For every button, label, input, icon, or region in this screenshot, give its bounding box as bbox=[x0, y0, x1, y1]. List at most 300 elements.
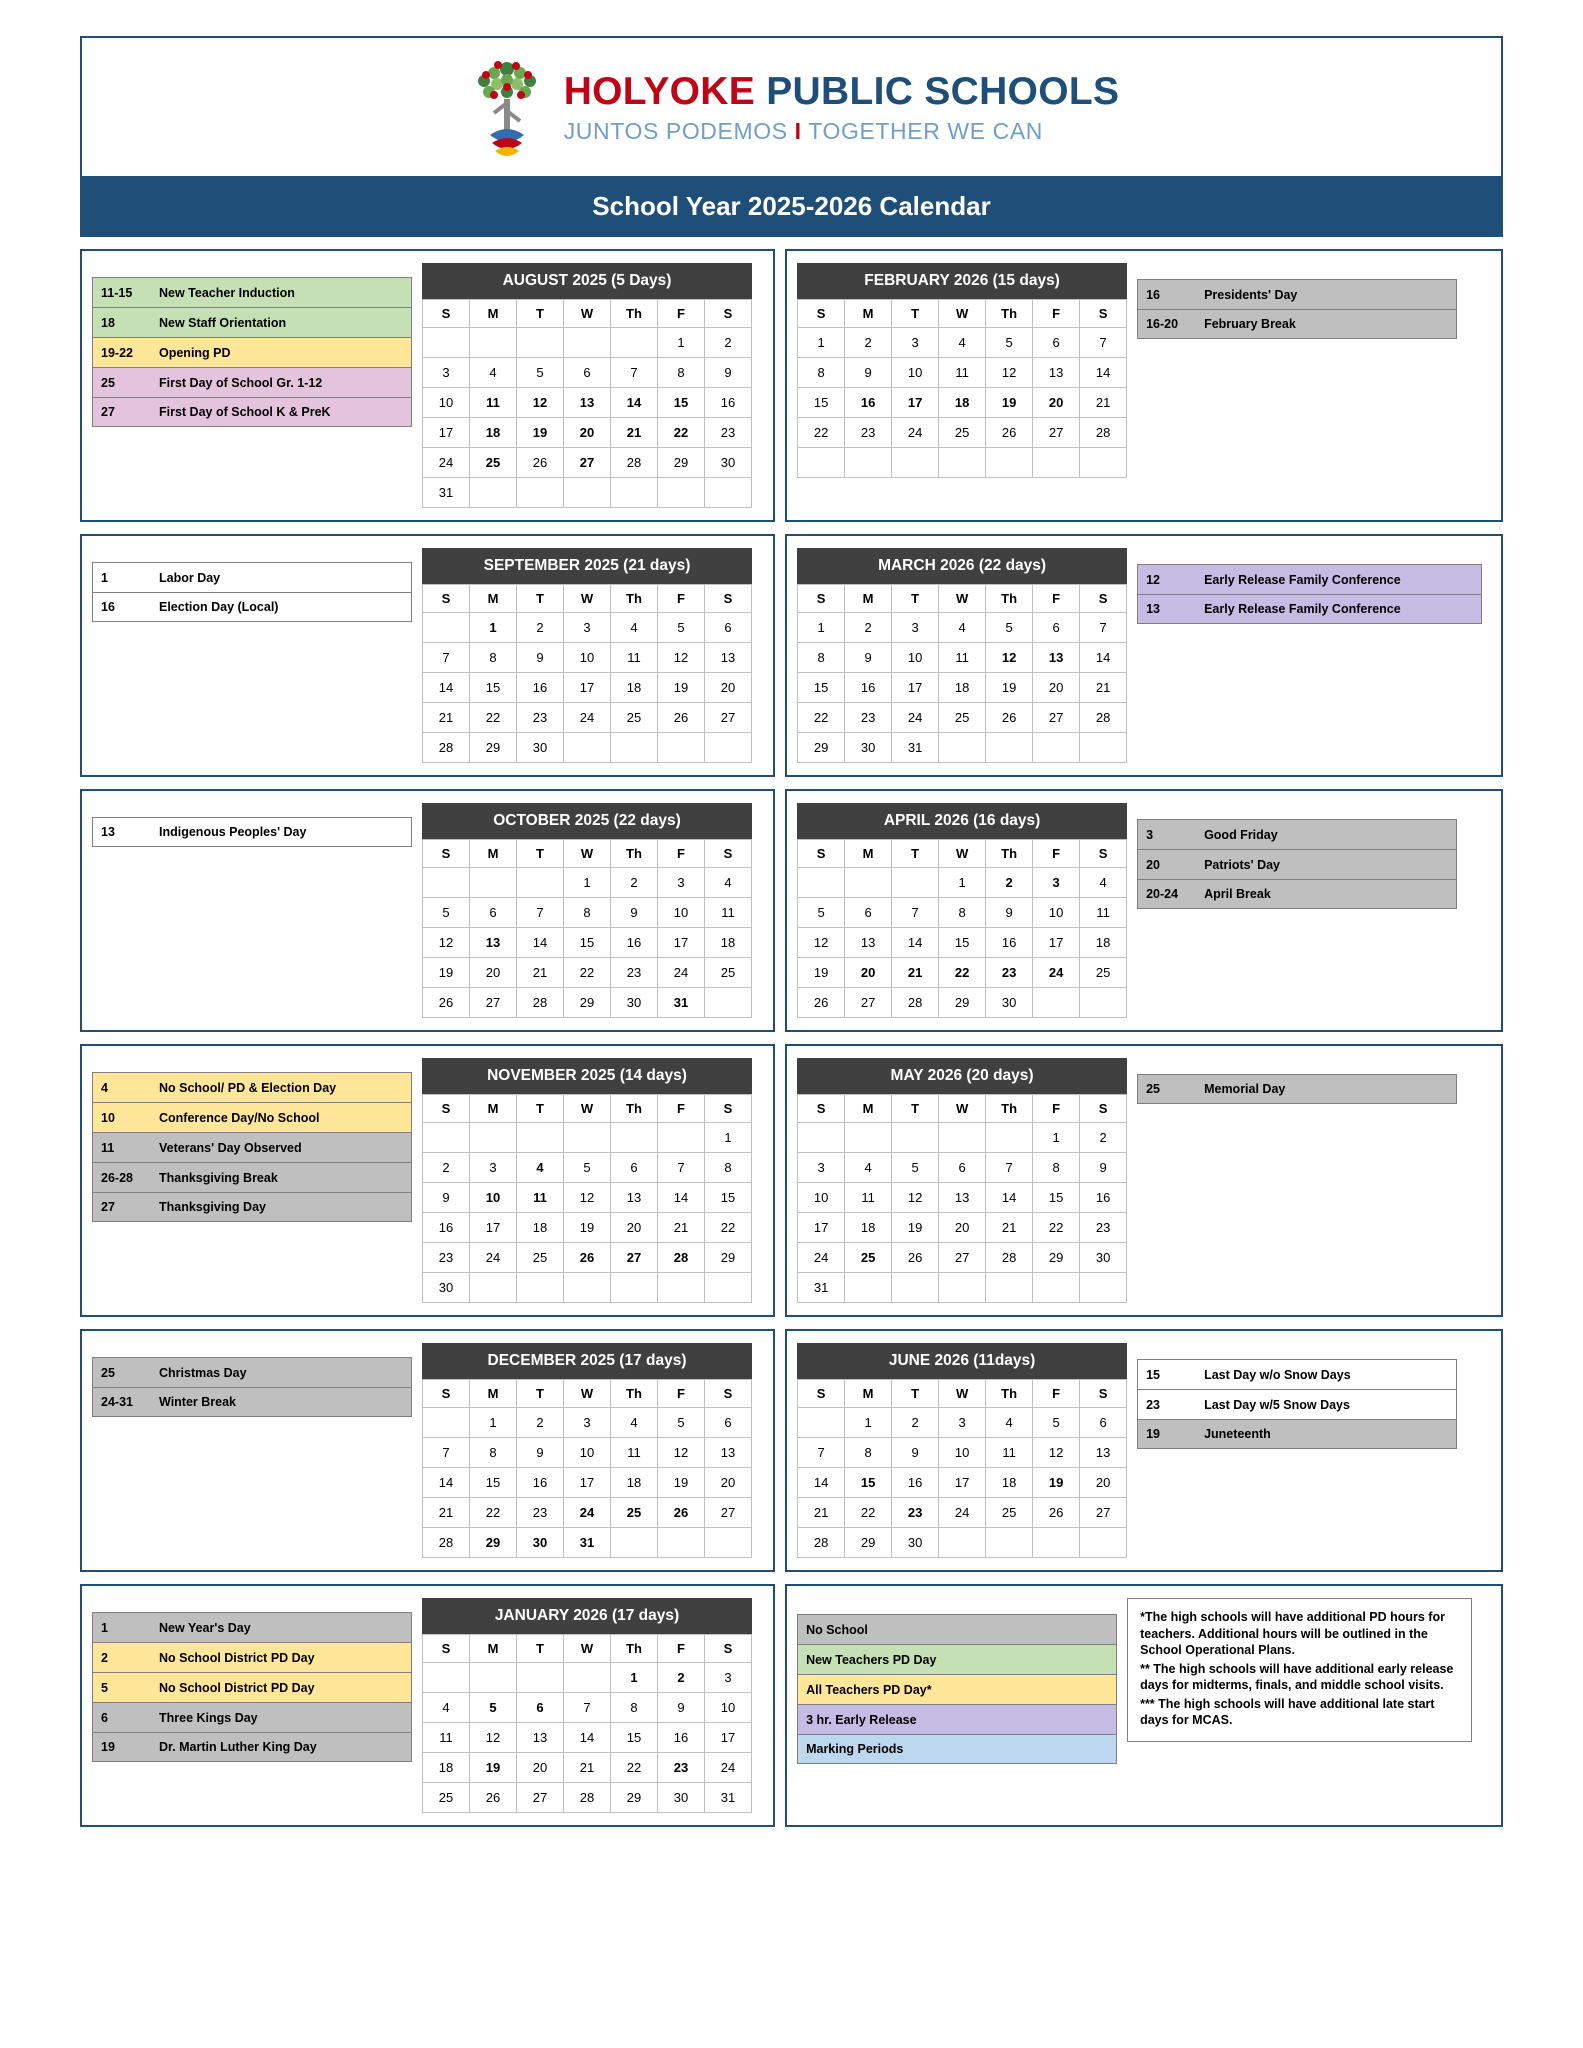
day-cell[interactable]: 11 bbox=[423, 1723, 470, 1753]
day-cell[interactable]: 20 bbox=[611, 1213, 658, 1243]
day-cell[interactable]: 4 bbox=[611, 1408, 658, 1438]
day-cell[interactable]: 29 bbox=[939, 988, 986, 1018]
day-cell[interactable]: 25 bbox=[705, 958, 752, 988]
day-cell[interactable]: 3 bbox=[892, 613, 939, 643]
day-cell[interactable]: 7 bbox=[517, 898, 564, 928]
day-cell[interactable]: 25 bbox=[1080, 958, 1127, 988]
day-cell[interactable]: 29 bbox=[658, 448, 705, 478]
day-cell[interactable]: 4 bbox=[517, 1153, 564, 1183]
day-cell[interactable]: 16 bbox=[986, 928, 1033, 958]
day-cell[interactable]: 12 bbox=[986, 643, 1033, 673]
day-cell[interactable]: 21 bbox=[1080, 388, 1127, 418]
day-cell[interactable]: 8 bbox=[470, 1438, 517, 1468]
day-cell[interactable]: 14 bbox=[1080, 358, 1127, 388]
day-cell[interactable]: 25 bbox=[611, 703, 658, 733]
day-cell[interactable]: 24 bbox=[470, 1243, 517, 1273]
day-cell[interactable]: 27 bbox=[564, 448, 611, 478]
day-cell[interactable]: 21 bbox=[611, 418, 658, 448]
day-cell[interactable]: 5 bbox=[658, 1408, 705, 1438]
day-cell[interactable]: 12 bbox=[1033, 1438, 1080, 1468]
day-cell[interactable]: 23 bbox=[517, 1498, 564, 1528]
day-cell[interactable]: 23 bbox=[517, 703, 564, 733]
day-cell[interactable]: 5 bbox=[470, 1693, 517, 1723]
day-cell[interactable]: 6 bbox=[705, 1408, 752, 1438]
day-cell[interactable]: 13 bbox=[1080, 1438, 1127, 1468]
day-cell[interactable]: 11 bbox=[611, 643, 658, 673]
day-cell[interactable]: 5 bbox=[658, 613, 705, 643]
day-cell[interactable]: 9 bbox=[845, 358, 892, 388]
day-cell[interactable]: 24 bbox=[705, 1753, 752, 1783]
day-cell[interactable]: 2 bbox=[423, 1153, 470, 1183]
day-cell[interactable]: 19 bbox=[892, 1213, 939, 1243]
day-cell[interactable]: 16 bbox=[892, 1468, 939, 1498]
day-cell[interactable]: 28 bbox=[611, 448, 658, 478]
day-cell[interactable]: 30 bbox=[423, 1273, 470, 1303]
day-cell[interactable]: 13 bbox=[517, 1723, 564, 1753]
day-cell[interactable]: 31 bbox=[705, 1783, 752, 1813]
day-cell[interactable]: 21 bbox=[1080, 673, 1127, 703]
day-cell[interactable]: 28 bbox=[423, 1528, 470, 1558]
day-cell[interactable]: 2 bbox=[658, 1663, 705, 1693]
day-cell[interactable]: 26 bbox=[798, 988, 845, 1018]
day-cell[interactable]: 17 bbox=[564, 673, 611, 703]
day-cell[interactable]: 3 bbox=[423, 358, 470, 388]
day-cell[interactable]: 29 bbox=[470, 733, 517, 763]
day-cell[interactable]: 30 bbox=[986, 988, 1033, 1018]
day-cell[interactable]: 25 bbox=[470, 448, 517, 478]
day-cell[interactable]: 16 bbox=[845, 673, 892, 703]
day-cell[interactable]: 7 bbox=[658, 1153, 705, 1183]
day-cell[interactable]: 25 bbox=[611, 1498, 658, 1528]
day-cell[interactable]: 16 bbox=[611, 928, 658, 958]
day-cell[interactable]: 2 bbox=[845, 613, 892, 643]
day-cell[interactable]: 9 bbox=[517, 643, 564, 673]
day-cell[interactable]: 11 bbox=[611, 1438, 658, 1468]
day-cell[interactable]: 26 bbox=[564, 1243, 611, 1273]
day-cell[interactable]: 30 bbox=[611, 988, 658, 1018]
day-cell[interactable]: 14 bbox=[564, 1723, 611, 1753]
day-cell[interactable]: 19 bbox=[798, 958, 845, 988]
day-cell[interactable]: 5 bbox=[986, 613, 1033, 643]
day-cell[interactable]: 14 bbox=[423, 1468, 470, 1498]
day-cell[interactable]: 5 bbox=[798, 898, 845, 928]
day-cell[interactable]: 3 bbox=[564, 613, 611, 643]
day-cell[interactable]: 11 bbox=[986, 1438, 1033, 1468]
day-cell[interactable]: 22 bbox=[470, 703, 517, 733]
day-cell[interactable]: 7 bbox=[1080, 328, 1127, 358]
day-cell[interactable]: 18 bbox=[939, 388, 986, 418]
day-cell[interactable]: 31 bbox=[798, 1273, 845, 1303]
day-cell[interactable]: 24 bbox=[658, 958, 705, 988]
day-cell[interactable]: 8 bbox=[470, 643, 517, 673]
day-cell[interactable]: 20 bbox=[845, 958, 892, 988]
day-cell[interactable]: 23 bbox=[845, 418, 892, 448]
day-cell[interactable]: 3 bbox=[470, 1153, 517, 1183]
day-cell[interactable]: 14 bbox=[423, 673, 470, 703]
day-cell[interactable]: 1 bbox=[1033, 1123, 1080, 1153]
day-cell[interactable]: 12 bbox=[658, 1438, 705, 1468]
day-cell[interactable]: 7 bbox=[423, 643, 470, 673]
day-cell[interactable]: 31 bbox=[564, 1528, 611, 1558]
day-cell[interactable]: 2 bbox=[517, 1408, 564, 1438]
day-cell[interactable]: 30 bbox=[517, 1528, 564, 1558]
day-cell[interactable]: 6 bbox=[939, 1153, 986, 1183]
day-cell[interactable]: 28 bbox=[892, 988, 939, 1018]
day-cell[interactable]: 10 bbox=[1033, 898, 1080, 928]
day-cell[interactable]: 2 bbox=[517, 613, 564, 643]
day-cell[interactable]: 11 bbox=[939, 358, 986, 388]
day-cell[interactable]: 11 bbox=[470, 388, 517, 418]
day-cell[interactable]: 18 bbox=[705, 928, 752, 958]
day-cell[interactable]: 2 bbox=[845, 328, 892, 358]
day-cell[interactable]: 16 bbox=[423, 1213, 470, 1243]
day-cell[interactable]: 26 bbox=[517, 448, 564, 478]
day-cell[interactable]: 4 bbox=[470, 358, 517, 388]
day-cell[interactable]: 26 bbox=[658, 703, 705, 733]
day-cell[interactable]: 29 bbox=[564, 988, 611, 1018]
day-cell[interactable]: 2 bbox=[892, 1408, 939, 1438]
day-cell[interactable]: 9 bbox=[517, 1438, 564, 1468]
day-cell[interactable]: 13 bbox=[470, 928, 517, 958]
day-cell[interactable]: 21 bbox=[423, 703, 470, 733]
day-cell[interactable]: 13 bbox=[611, 1183, 658, 1213]
day-cell[interactable]: 9 bbox=[1080, 1153, 1127, 1183]
day-cell[interactable]: 28 bbox=[1080, 418, 1127, 448]
day-cell[interactable]: 19 bbox=[470, 1753, 517, 1783]
day-cell[interactable]: 7 bbox=[1080, 613, 1127, 643]
day-cell[interactable]: 19 bbox=[564, 1213, 611, 1243]
day-cell[interactable]: 5 bbox=[564, 1153, 611, 1183]
day-cell[interactable]: 27 bbox=[470, 988, 517, 1018]
day-cell[interactable]: 3 bbox=[798, 1153, 845, 1183]
day-cell[interactable]: 10 bbox=[564, 1438, 611, 1468]
day-cell[interactable]: 17 bbox=[705, 1723, 752, 1753]
day-cell[interactable]: 22 bbox=[470, 1498, 517, 1528]
day-cell[interactable]: 26 bbox=[423, 988, 470, 1018]
day-cell[interactable]: 15 bbox=[798, 388, 845, 418]
day-cell[interactable]: 5 bbox=[986, 328, 1033, 358]
day-cell[interactable]: 20 bbox=[705, 673, 752, 703]
day-cell[interactable]: 14 bbox=[1080, 643, 1127, 673]
day-cell[interactable]: 18 bbox=[611, 1468, 658, 1498]
day-cell[interactable]: 3 bbox=[939, 1408, 986, 1438]
day-cell[interactable]: 12 bbox=[517, 388, 564, 418]
day-cell[interactable]: 28 bbox=[564, 1783, 611, 1813]
day-cell[interactable]: 14 bbox=[658, 1183, 705, 1213]
day-cell[interactable]: 23 bbox=[986, 958, 1033, 988]
day-cell[interactable]: 13 bbox=[939, 1183, 986, 1213]
day-cell[interactable]: 15 bbox=[611, 1723, 658, 1753]
day-cell[interactable]: 9 bbox=[423, 1183, 470, 1213]
day-cell[interactable]: 4 bbox=[939, 613, 986, 643]
day-cell[interactable]: 3 bbox=[564, 1408, 611, 1438]
day-cell[interactable]: 21 bbox=[892, 958, 939, 988]
day-cell[interactable]: 6 bbox=[1080, 1408, 1127, 1438]
day-cell[interactable]: 9 bbox=[845, 643, 892, 673]
day-cell[interactable]: 29 bbox=[1033, 1243, 1080, 1273]
day-cell[interactable]: 6 bbox=[845, 898, 892, 928]
day-cell[interactable]: 18 bbox=[939, 673, 986, 703]
day-cell[interactable]: 11 bbox=[845, 1183, 892, 1213]
day-cell[interactable]: 25 bbox=[939, 703, 986, 733]
day-cell[interactable]: 13 bbox=[845, 928, 892, 958]
day-cell[interactable]: 10 bbox=[423, 388, 470, 418]
day-cell[interactable]: 1 bbox=[705, 1123, 752, 1153]
day-cell[interactable]: 6 bbox=[1033, 613, 1080, 643]
day-cell[interactable]: 20 bbox=[939, 1213, 986, 1243]
day-cell[interactable]: 6 bbox=[564, 358, 611, 388]
day-cell[interactable]: 22 bbox=[1033, 1213, 1080, 1243]
day-cell[interactable]: 28 bbox=[986, 1243, 1033, 1273]
day-cell[interactable]: 27 bbox=[517, 1783, 564, 1813]
day-cell[interactable]: 6 bbox=[1033, 328, 1080, 358]
day-cell[interactable]: 15 bbox=[564, 928, 611, 958]
day-cell[interactable]: 22 bbox=[658, 418, 705, 448]
day-cell[interactable]: 27 bbox=[705, 703, 752, 733]
day-cell[interactable]: 8 bbox=[611, 1693, 658, 1723]
day-cell[interactable]: 8 bbox=[658, 358, 705, 388]
day-cell[interactable]: 10 bbox=[892, 358, 939, 388]
day-cell[interactable]: 16 bbox=[1080, 1183, 1127, 1213]
day-cell[interactable]: 12 bbox=[798, 928, 845, 958]
day-cell[interactable]: 10 bbox=[564, 643, 611, 673]
day-cell[interactable]: 23 bbox=[892, 1498, 939, 1528]
day-cell[interactable]: 24 bbox=[798, 1243, 845, 1273]
day-cell[interactable]: 20 bbox=[517, 1753, 564, 1783]
day-cell[interactable]: 11 bbox=[705, 898, 752, 928]
day-cell[interactable]: 3 bbox=[658, 868, 705, 898]
day-cell[interactable]: 17 bbox=[939, 1468, 986, 1498]
day-cell[interactable]: 17 bbox=[658, 928, 705, 958]
day-cell[interactable]: 23 bbox=[423, 1243, 470, 1273]
day-cell[interactable]: 24 bbox=[939, 1498, 986, 1528]
day-cell[interactable]: 23 bbox=[611, 958, 658, 988]
day-cell[interactable]: 14 bbox=[611, 388, 658, 418]
day-cell[interactable]: 7 bbox=[423, 1438, 470, 1468]
day-cell[interactable]: 17 bbox=[892, 673, 939, 703]
day-cell[interactable]: 4 bbox=[986, 1408, 1033, 1438]
day-cell[interactable]: 22 bbox=[798, 418, 845, 448]
day-cell[interactable]: 21 bbox=[798, 1498, 845, 1528]
day-cell[interactable]: 22 bbox=[845, 1498, 892, 1528]
day-cell[interactable]: 19 bbox=[1033, 1468, 1080, 1498]
day-cell[interactable]: 23 bbox=[845, 703, 892, 733]
day-cell[interactable]: 24 bbox=[1033, 958, 1080, 988]
day-cell[interactable]: 1 bbox=[564, 868, 611, 898]
day-cell[interactable]: 23 bbox=[658, 1753, 705, 1783]
day-cell[interactable]: 10 bbox=[705, 1693, 752, 1723]
day-cell[interactable]: 16 bbox=[517, 673, 564, 703]
day-cell[interactable]: 15 bbox=[470, 1468, 517, 1498]
day-cell[interactable]: 19 bbox=[986, 388, 1033, 418]
day-cell[interactable]: 25 bbox=[517, 1243, 564, 1273]
day-cell[interactable]: 29 bbox=[798, 733, 845, 763]
day-cell[interactable]: 5 bbox=[1033, 1408, 1080, 1438]
day-cell[interactable]: 6 bbox=[705, 613, 752, 643]
day-cell[interactable]: 11 bbox=[517, 1183, 564, 1213]
day-cell[interactable]: 5 bbox=[892, 1153, 939, 1183]
day-cell[interactable]: 15 bbox=[658, 388, 705, 418]
day-cell[interactable]: 4 bbox=[939, 328, 986, 358]
day-cell[interactable]: 19 bbox=[517, 418, 564, 448]
day-cell[interactable]: 3 bbox=[892, 328, 939, 358]
day-cell[interactable]: 10 bbox=[798, 1183, 845, 1213]
day-cell[interactable]: 6 bbox=[611, 1153, 658, 1183]
day-cell[interactable]: 16 bbox=[705, 388, 752, 418]
day-cell[interactable]: 17 bbox=[423, 418, 470, 448]
day-cell[interactable]: 1 bbox=[798, 328, 845, 358]
day-cell[interactable]: 25 bbox=[845, 1243, 892, 1273]
day-cell[interactable]: 2 bbox=[705, 328, 752, 358]
day-cell[interactable]: 18 bbox=[986, 1468, 1033, 1498]
day-cell[interactable]: 30 bbox=[1080, 1243, 1127, 1273]
day-cell[interactable]: 21 bbox=[564, 1753, 611, 1783]
day-cell[interactable]: 5 bbox=[423, 898, 470, 928]
day-cell[interactable]: 10 bbox=[892, 643, 939, 673]
day-cell[interactable]: 25 bbox=[986, 1498, 1033, 1528]
day-cell[interactable]: 25 bbox=[423, 1783, 470, 1813]
day-cell[interactable]: 23 bbox=[705, 418, 752, 448]
day-cell[interactable]: 5 bbox=[517, 358, 564, 388]
day-cell[interactable]: 28 bbox=[798, 1528, 845, 1558]
day-cell[interactable]: 18 bbox=[611, 673, 658, 703]
day-cell[interactable]: 30 bbox=[658, 1783, 705, 1813]
day-cell[interactable]: 24 bbox=[892, 703, 939, 733]
day-cell[interactable]: 8 bbox=[705, 1153, 752, 1183]
day-cell[interactable]: 8 bbox=[939, 898, 986, 928]
day-cell[interactable]: 8 bbox=[798, 358, 845, 388]
day-cell[interactable]: 9 bbox=[986, 898, 1033, 928]
day-cell[interactable]: 20 bbox=[1080, 1468, 1127, 1498]
day-cell[interactable]: 18 bbox=[1080, 928, 1127, 958]
day-cell[interactable]: 13 bbox=[705, 643, 752, 673]
day-cell[interactable]: 7 bbox=[564, 1693, 611, 1723]
day-cell[interactable]: 1 bbox=[798, 613, 845, 643]
day-cell[interactable]: 19 bbox=[658, 1468, 705, 1498]
day-cell[interactable]: 4 bbox=[1080, 868, 1127, 898]
day-cell[interactable]: 7 bbox=[798, 1438, 845, 1468]
day-cell[interactable]: 10 bbox=[658, 898, 705, 928]
day-cell[interactable]: 26 bbox=[470, 1783, 517, 1813]
day-cell[interactable]: 15 bbox=[798, 673, 845, 703]
day-cell[interactable]: 12 bbox=[423, 928, 470, 958]
day-cell[interactable]: 21 bbox=[423, 1498, 470, 1528]
day-cell[interactable]: 2 bbox=[611, 868, 658, 898]
day-cell[interactable]: 12 bbox=[892, 1183, 939, 1213]
day-cell[interactable]: 28 bbox=[1080, 703, 1127, 733]
day-cell[interactable]: 12 bbox=[470, 1723, 517, 1753]
day-cell[interactable]: 12 bbox=[986, 358, 1033, 388]
day-cell[interactable]: 18 bbox=[423, 1753, 470, 1783]
day-cell[interactable]: 20 bbox=[470, 958, 517, 988]
day-cell[interactable]: 27 bbox=[611, 1243, 658, 1273]
day-cell[interactable]: 18 bbox=[470, 418, 517, 448]
day-cell[interactable]: 7 bbox=[986, 1153, 1033, 1183]
day-cell[interactable]: 2 bbox=[1080, 1123, 1127, 1153]
day-cell[interactable]: 8 bbox=[798, 643, 845, 673]
day-cell[interactable]: 19 bbox=[658, 673, 705, 703]
day-cell[interactable]: 29 bbox=[705, 1243, 752, 1273]
day-cell[interactable]: 18 bbox=[845, 1213, 892, 1243]
day-cell[interactable]: 29 bbox=[845, 1528, 892, 1558]
day-cell[interactable]: 17 bbox=[564, 1468, 611, 1498]
day-cell[interactable]: 26 bbox=[892, 1243, 939, 1273]
day-cell[interactable]: 17 bbox=[470, 1213, 517, 1243]
day-cell[interactable]: 1 bbox=[658, 328, 705, 358]
day-cell[interactable]: 4 bbox=[423, 1693, 470, 1723]
day-cell[interactable]: 31 bbox=[658, 988, 705, 1018]
day-cell[interactable]: 15 bbox=[845, 1468, 892, 1498]
day-cell[interactable]: 7 bbox=[611, 358, 658, 388]
day-cell[interactable]: 27 bbox=[1033, 703, 1080, 733]
day-cell[interactable]: 1 bbox=[470, 1408, 517, 1438]
day-cell[interactable]: 4 bbox=[611, 613, 658, 643]
day-cell[interactable]: 9 bbox=[892, 1438, 939, 1468]
day-cell[interactable]: 27 bbox=[1033, 418, 1080, 448]
day-cell[interactable]: 1 bbox=[470, 613, 517, 643]
day-cell[interactable]: 3 bbox=[1033, 868, 1080, 898]
day-cell[interactable]: 4 bbox=[705, 868, 752, 898]
day-cell[interactable]: 13 bbox=[1033, 643, 1080, 673]
day-cell[interactable]: 14 bbox=[986, 1183, 1033, 1213]
day-cell[interactable]: 26 bbox=[658, 1498, 705, 1528]
day-cell[interactable]: 20 bbox=[1033, 673, 1080, 703]
day-cell[interactable]: 1 bbox=[939, 868, 986, 898]
day-cell[interactable]: 21 bbox=[986, 1213, 1033, 1243]
day-cell[interactable]: 23 bbox=[1080, 1213, 1127, 1243]
day-cell[interactable]: 22 bbox=[798, 703, 845, 733]
day-cell[interactable]: 13 bbox=[564, 388, 611, 418]
day-cell[interactable]: 14 bbox=[517, 928, 564, 958]
day-cell[interactable]: 12 bbox=[564, 1183, 611, 1213]
day-cell[interactable]: 21 bbox=[517, 958, 564, 988]
day-cell[interactable]: 17 bbox=[892, 388, 939, 418]
day-cell[interactable]: 3 bbox=[705, 1663, 752, 1693]
day-cell[interactable]: 6 bbox=[470, 898, 517, 928]
day-cell[interactable]: 30 bbox=[845, 733, 892, 763]
day-cell[interactable]: 14 bbox=[798, 1468, 845, 1498]
day-cell[interactable]: 16 bbox=[658, 1723, 705, 1753]
day-cell[interactable]: 12 bbox=[658, 643, 705, 673]
day-cell[interactable]: 27 bbox=[705, 1498, 752, 1528]
day-cell[interactable]: 28 bbox=[658, 1243, 705, 1273]
day-cell[interactable]: 6 bbox=[517, 1693, 564, 1723]
day-cell[interactable]: 10 bbox=[470, 1183, 517, 1213]
day-cell[interactable]: 20 bbox=[1033, 388, 1080, 418]
day-cell[interactable]: 31 bbox=[892, 733, 939, 763]
day-cell[interactable]: 24 bbox=[564, 703, 611, 733]
day-cell[interactable]: 15 bbox=[1033, 1183, 1080, 1213]
day-cell[interactable]: 15 bbox=[470, 673, 517, 703]
day-cell[interactable]: 31 bbox=[423, 478, 470, 508]
day-cell[interactable]: 26 bbox=[986, 418, 1033, 448]
day-cell[interactable]: 8 bbox=[564, 898, 611, 928]
day-cell[interactable]: 30 bbox=[892, 1528, 939, 1558]
day-cell[interactable]: 1 bbox=[845, 1408, 892, 1438]
day-cell[interactable]: 1 bbox=[611, 1663, 658, 1693]
day-cell[interactable]: 17 bbox=[798, 1213, 845, 1243]
day-cell[interactable]: 8 bbox=[1033, 1153, 1080, 1183]
day-cell[interactable]: 20 bbox=[705, 1468, 752, 1498]
day-cell[interactable]: 9 bbox=[705, 358, 752, 388]
day-cell[interactable]: 16 bbox=[845, 388, 892, 418]
day-cell[interactable]: 28 bbox=[423, 733, 470, 763]
day-cell[interactable]: 26 bbox=[986, 703, 1033, 733]
day-cell[interactable]: 11 bbox=[1080, 898, 1127, 928]
day-cell[interactable]: 15 bbox=[939, 928, 986, 958]
day-cell[interactable]: 22 bbox=[939, 958, 986, 988]
day-cell[interactable]: 30 bbox=[705, 448, 752, 478]
